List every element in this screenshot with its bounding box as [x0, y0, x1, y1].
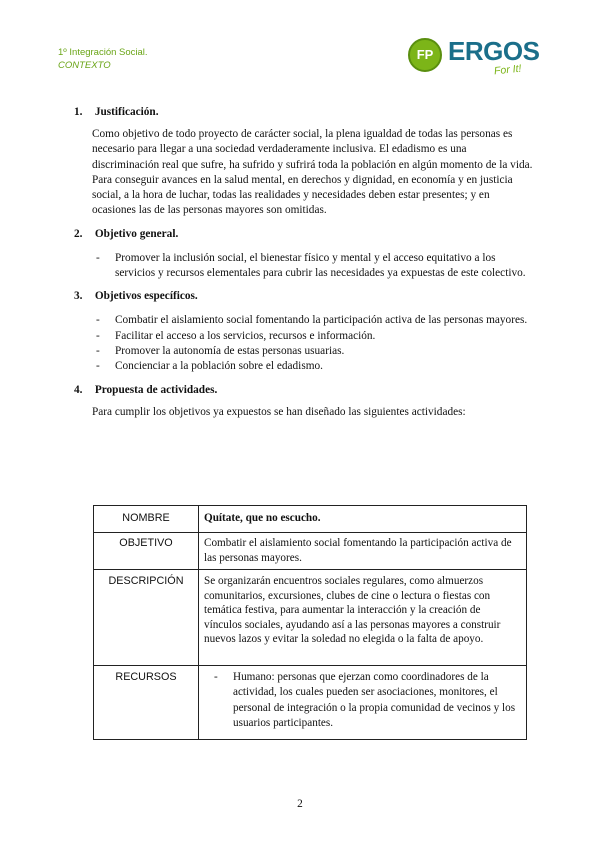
- list-item: - Promover la autonomía de estas personas usuarias.: [96, 344, 534, 359]
- course-label: 1º Integración Social.: [58, 47, 148, 58]
- table-row: [94, 533, 527, 570]
- row-key: RECURSOS: [94, 666, 199, 740]
- document-body: [74, 103, 534, 420]
- section-title-text: Propuesta de actividades.: [94, 383, 218, 396]
- row-key: NOMBRE: [94, 506, 199, 533]
- table-row: [94, 666, 527, 740]
- list-item: - Promover la inclusión social, el bienestar físico y mental y el acceso equitativo a los servicios y recursos elementales para cubrir las necesidades ya expuestas de este colectivo.: [96, 251, 534, 282]
- section-number: 4.: [74, 383, 83, 396]
- section-title-text: Objetivo general.: [94, 227, 179, 240]
- row-key: OBJETIVO: [94, 533, 199, 570]
- list-item: - Facilitar el acceso a los servicios, recursos e información.: [96, 329, 534, 344]
- section-justificacion-title: [74, 103, 534, 121]
- header-course-info: [58, 46, 148, 72]
- section-title-text: Justificación.: [94, 106, 159, 118]
- section-number: 3.: [74, 290, 83, 303]
- section-objetivos-especificos-title: [74, 287, 534, 305]
- logo-badge: FP: [408, 38, 442, 72]
- list-item: - Combatir el aislamiento social fomentando la participación activa de las personas mayores.: [96, 313, 534, 328]
- propuesta-paragraph: Para cumplir los objetivos ya expuestos se han diseñado las siguientes actividades:: [92, 405, 466, 418]
- row-value: [199, 666, 527, 740]
- recursos-list: [214, 670, 521, 731]
- section-objetivo-general-title: [74, 225, 534, 243]
- table-row: [94, 506, 527, 533]
- section-number: 1.: [74, 106, 83, 118]
- row-key: DESCRIPCIÓN: [94, 570, 199, 666]
- list-item: - Concienciar a la población sobre el edadismo.: [96, 359, 534, 374]
- table-row: [94, 570, 527, 666]
- section-label: CONTEXTO: [58, 60, 111, 71]
- objetivo-general-list: [96, 251, 534, 282]
- page-number: 2: [297, 798, 303, 810]
- objetivos-especificos-list: [96, 313, 534, 374]
- section-title-text: Objetivos específicos.: [94, 290, 198, 303]
- list-item: - Humano: personas que ejerzan como coordinadores de la actividad, los cuales pueden ser asociaciones, monitores, el personal de integración o la propia comunidad de vecinos y los usuarios participantes.: [214, 670, 521, 731]
- logo-word: ERGOS: [448, 36, 540, 66]
- logo-tagline: For It!: [493, 62, 522, 78]
- section-propuesta-title: [74, 381, 534, 399]
- row-value: Se organizarán encuentros sociales regulares, como almuerzos comunitarios, excursiones, clubes de cine o lectura o fiestas con temática festiva, para aumentar la interacción y la creación de vínculos sociales, ayudando así a las personas mayores a construir nuevos lazos y evitar la soledad no elegida o la falta de apoyo.: [199, 570, 527, 666]
- row-value: Combatir el aislamiento social fomentando la participación activa de las personas mayores.: [199, 533, 527, 570]
- section-number: 2.: [74, 227, 83, 240]
- activity-table: [93, 505, 527, 740]
- fp-ergos-logo: [408, 36, 540, 80]
- justificacion-paragraph: Como objetivo de todo proyecto de carácter social, la plena igualdad de todas las personas es necesario para llegar a una sociedad verdaderamente inclusiva. El edadismo es una discriminación real que sufre, ha sufrido y sufrirá toda la población en algún momento de la vida. Para conseguir avances en la salud mental, en derechos y dignidad, en economía y en justicia social, a la hora de luchar, todas las realidades y necesidades deben estar presentes; y en ocasiones las de las personas mayores son omitidas.: [92, 128, 533, 217]
- row-value: Quítate, que no escucho.: [199, 506, 527, 533]
